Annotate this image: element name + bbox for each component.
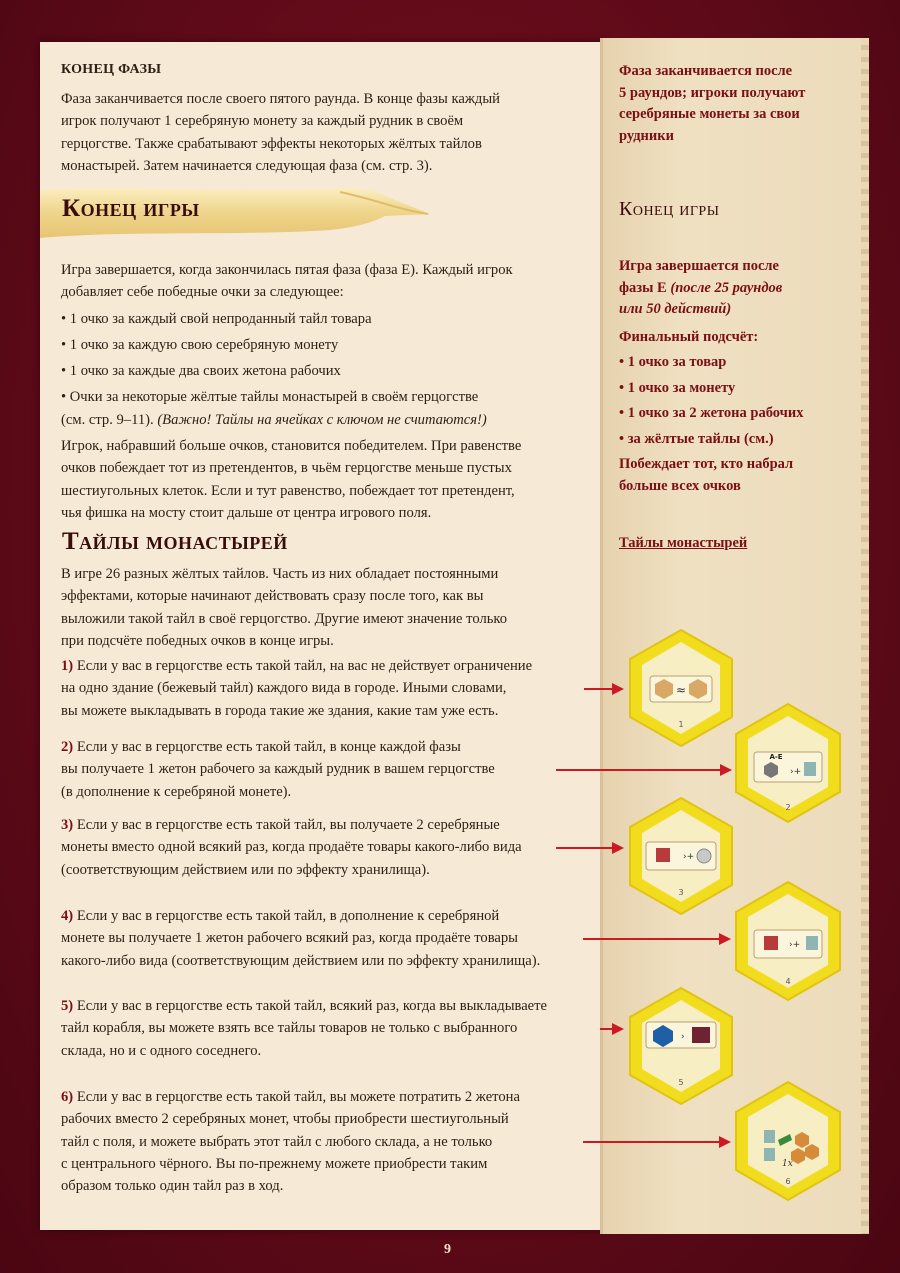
goods-stack-icon xyxy=(692,1027,710,1043)
monasteries-intro: В игре 26 разных жёлтых тайлов. Часть из них обладает постоянными эффектами, которые начинают действовать сразу после того, как вы выложили такой тайл в своё герцогство. Другие имеют значение только при подсчёте победных очков в конце игры. xyxy=(61,566,508,649)
sidebar-phase-note: Фаза заканчивается после 5 раундов; игроки получают серебряные монеты за свои рудники xyxy=(619,63,806,144)
sidebar-monasteries-link[interactable]: Тайлы монастырей xyxy=(619,535,748,551)
bullet-item: • 1 очко за каждую свою серебряную монету xyxy=(61,336,339,353)
bullet-item: • 1 очко за каждые два своих жетона рабочих xyxy=(61,363,341,380)
phase-end-heading: КОНЕЦ ФАЗЫ xyxy=(61,62,162,77)
phase-end-text: Фаза заканчивается после своего пятого раунда. В конце фазы каждый игрок получают 1 серебряную монету за каждый рудник в своём герцогстве. Также срабатывают эффекты некоторых жёлтых тайлов монастырей. Затем начинается следующая фаза (см. стр. 3). xyxy=(61,91,500,174)
tile-rule-4: 4) Если у вас в герцогстве есть такой тайл, в дополнение к серебряной монете вы получаете 1 жетон рабочего всякий раз, когда продаёте товары какого-либо вида (соответствующим действием или по эффекту хранилища). xyxy=(61,908,541,969)
important-note: (Важно! Тайлы на ячейках с ключом не считаются!) xyxy=(157,411,487,428)
svg-text:›+: ›+ xyxy=(790,767,802,777)
monastery-tile-6 xyxy=(734,1080,842,1202)
worker-icon xyxy=(764,1148,775,1161)
arrow-6 xyxy=(583,1141,721,1143)
monasteries-title: Тайлы монастырей xyxy=(62,528,288,555)
svg-text:›: › xyxy=(681,1032,685,1042)
tile-rule-6: 6) Если у вас в герцогстве есть такой тайл, вы можете потратить 2 жетона рабочих вместо 2 серебряных монет, чтобы приобрести шестиугольный тайл с поля, и можете выбрать этот тайл с любого склада, а не только с центрального чёрного. Вы по-прежнему можете приобрести таким образом только один тайл раз в ход. xyxy=(61,1089,520,1195)
sidebar-bullet: • 1 очко за монету xyxy=(619,379,736,396)
bullet-item: • 1 очко за каждый свой непроданный тайл товара xyxy=(61,310,372,327)
tile-rule-3: 3) Если у вас в герцогстве есть такой тайл, вы получаете 2 серебряные монеты вместо одной всякий раз, когда продаёте товары какого-либо вида (соответствующим действием или по эффекту хранилища). xyxy=(61,817,522,878)
game-end-text: Игра завершается, когда закончилась пятая фаза (фаза E). Каждый игрок добавляет себе победные очки за следующее: • 1 очко за каждый свой непроданный тайл товара • 1 очко за каждую свою серебряную монету • 1 очко за каждые два своих жетона рабочих • Очки за некоторые жёлтые тайлы монастырей в своём герцогстве (см. стр. 9–11). (Важно! Тайлы на ячейках с ключом не считаются!) Игрок, набравший больше очков, становится победителем. При равенстве очков побеждает тот из претендентов, в чьём герцогстве меньше пустых шестиугольных клеток. Если и тут равенство, побеждает тот претендент, чья фишка на мосту стоит дальше от центра игрового поля. xyxy=(61,259,606,524)
worker-icon xyxy=(806,936,818,950)
goods-icon xyxy=(656,848,670,862)
sidebar-bullet: • 1 очко за 2 жетона рабочих xyxy=(619,405,804,421)
game-end-title: Конец игры xyxy=(62,195,200,222)
arrow-3 xyxy=(556,847,614,849)
tile-rule-5: 5) Если у вас в герцогстве есть такой тайл, всякий раз, когда вы выкладываете тайл корабля, вы можете взять все тайлы товаров не только с выбранного склада, но и с одного соседнего. xyxy=(61,998,548,1059)
page-number: 9 xyxy=(444,1242,451,1257)
svg-text:3: 3 xyxy=(678,888,684,897)
tile-rule-1: 1) Если у вас в герцогстве есть такой тайл, на вас не действует ограничение на одно здание (бежевый тайл) каждого вида в городе. Иными словами, вы можете выкладывать в города такие же здания, какие там уже есть. xyxy=(61,658,533,719)
svg-text:›+: ›+ xyxy=(683,852,695,862)
arrow-1 xyxy=(584,688,614,690)
svg-text:1x: 1x xyxy=(782,1159,793,1169)
arrow-2 xyxy=(556,769,722,771)
monastery-tile-4 xyxy=(734,880,842,1002)
monastery-tile-2 xyxy=(734,702,842,824)
sidebar-end-note: Игра завершается после фазы E (после 25 раундов или 50 действий) Финальный подсчёт: • 1 очко за товар • 1 очко за монету • 1 очко за 2 жетона рабочих • за жёлтые тайлы (см.) Побеждает тот, кто набрал больше всех очков xyxy=(619,256,849,497)
silver-coin-icon xyxy=(697,849,711,863)
sidebar-bullet: • за жёлтые тайлы (см.) xyxy=(619,430,774,447)
bullet-item: • Очки за некоторые жёлтые тайлы монастырей в своём герцогстве xyxy=(61,389,479,406)
arrow-5 xyxy=(600,1028,614,1030)
sidebar-bullet: • 1 очко за товар xyxy=(619,354,727,370)
arrow-4 xyxy=(583,938,721,940)
svg-text:A-E: A-E xyxy=(769,753,783,761)
tile-rule-2: 2) Если у вас в герцогстве есть такой тайл, в конце каждой фазы вы получаете 1 жетон рабочего за каждый рудник в вашем герцогстве (в дополнение к серебряной монете). xyxy=(61,739,495,800)
monastery-tile-5 xyxy=(628,986,734,1106)
svg-text:4: 4 xyxy=(785,977,791,986)
svg-text:≈: ≈ xyxy=(675,683,687,697)
worker-icon xyxy=(804,762,816,776)
sidebar-heading: Конец игры xyxy=(619,198,720,220)
monastery-tile-1 xyxy=(628,628,734,748)
worker-icon xyxy=(764,1130,775,1143)
svg-text:2: 2 xyxy=(785,803,791,812)
svg-text:6: 6 xyxy=(785,1177,791,1186)
monastery-tile-3 xyxy=(628,796,734,916)
svg-text:5: 5 xyxy=(678,1078,684,1087)
svg-text:1: 1 xyxy=(678,720,684,729)
svg-text:›+: ›+ xyxy=(789,940,801,950)
goods-icon xyxy=(764,936,778,950)
